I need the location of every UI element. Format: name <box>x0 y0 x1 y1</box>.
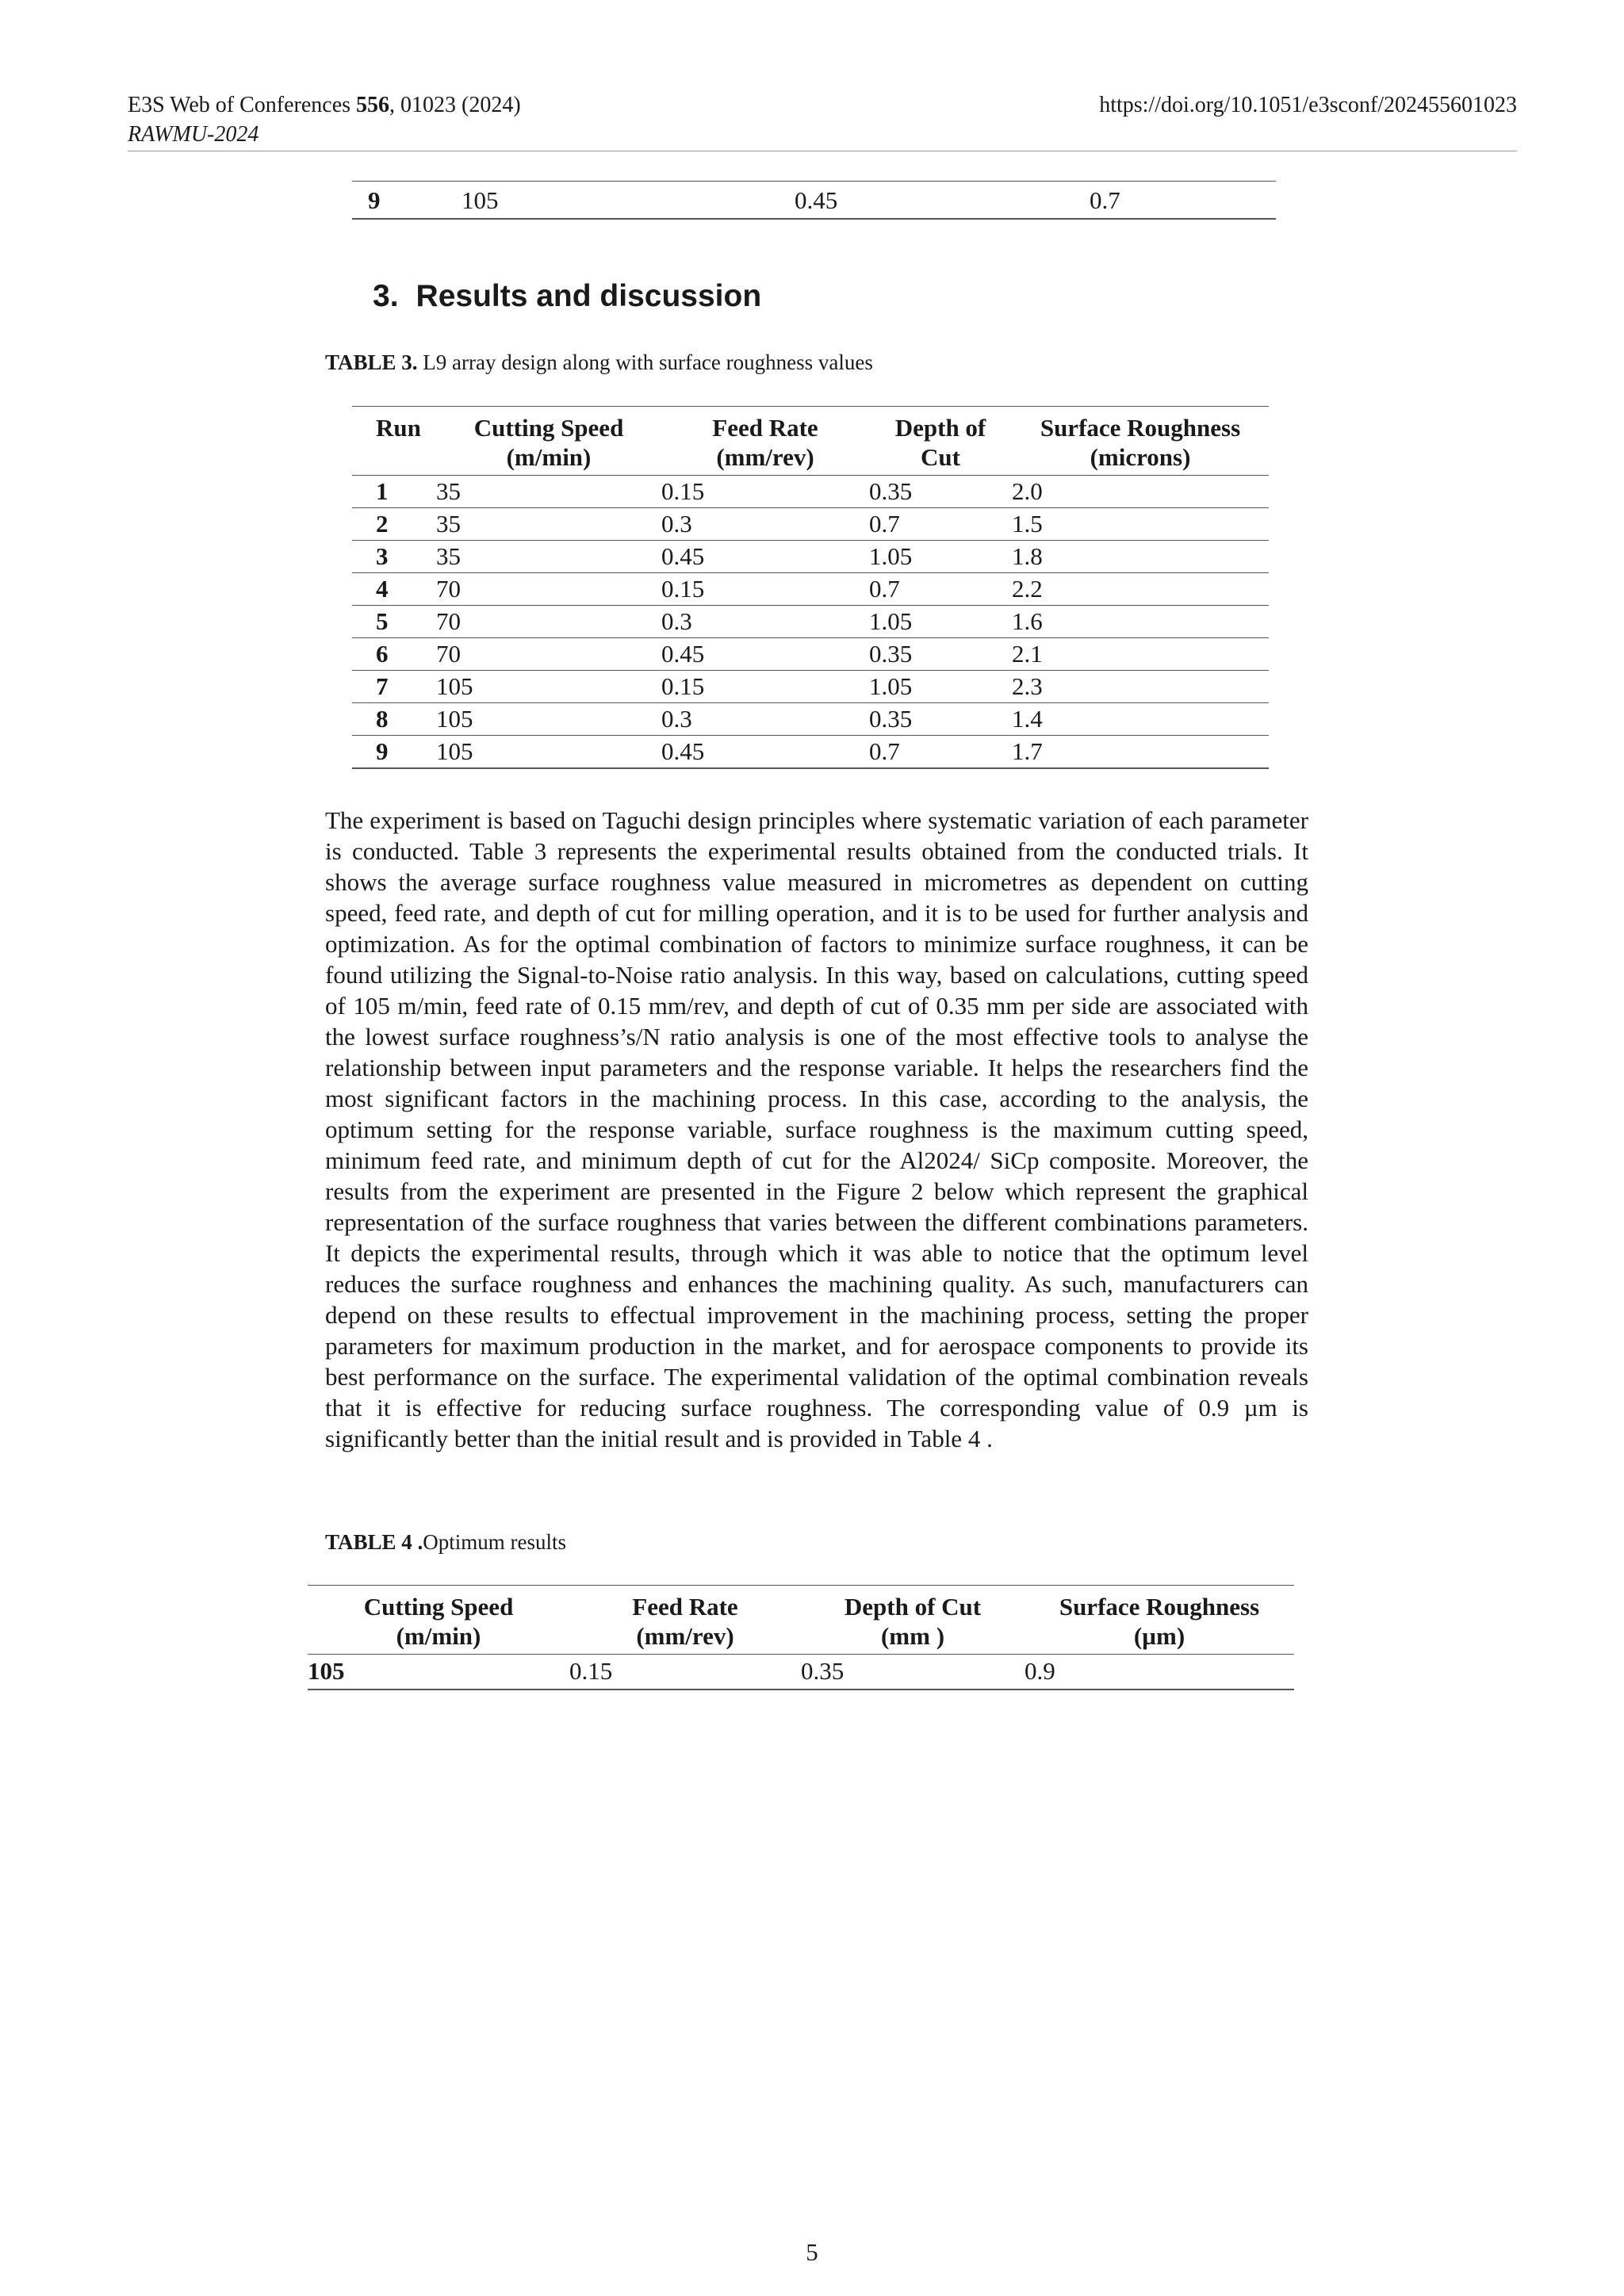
table4-header-row <box>308 1586 1294 1655</box>
table4-header-depth: Depth of Cut (mm ) <box>844 1593 982 1650</box>
table-row: 5 70 0.3 1.05 1.6 <box>352 606 1269 638</box>
cont-depth: 0.7 <box>1090 186 1120 214</box>
table3-header-depth: Depth of Cut <box>894 414 986 471</box>
table-row: 6 70 0.45 0.35 2.1 <box>352 638 1269 671</box>
table4 <box>308 1585 1294 1690</box>
cont-feed: 0.45 <box>795 186 838 214</box>
table-row: 105 0.15 0.35 0.9 <box>308 1655 1294 1689</box>
conference-name: RAWMU-2024 <box>128 122 259 147</box>
table3-header-roughness: Surface Roughness (microns) <box>1040 414 1241 471</box>
table4-caption <box>325 1530 566 1555</box>
table3-caption <box>325 350 873 375</box>
table-row: 8 105 0.3 0.35 1.4 <box>352 703 1269 736</box>
table-row: 2 35 0.3 0.7 1.5 <box>352 508 1269 541</box>
table-row: 1 35 0.15 0.35 2.0 <box>352 476 1269 508</box>
journal-citation: E3S Web of Conferences 556, 01023 (2024) <box>128 93 521 117</box>
section-heading <box>373 279 761 314</box>
cont-speed: 105 <box>462 186 499 214</box>
table3-header-run: Run <box>376 414 421 442</box>
table3-header-speed: Cutting Speed (m/min) <box>473 414 624 471</box>
table3 <box>352 406 1269 769</box>
running-header-left <box>128 90 521 149</box>
table-row: 4 70 0.15 0.7 2.2 <box>352 573 1269 606</box>
cont-run: 9 <box>368 186 381 214</box>
results-paragraph: The experiment is based on Taguchi design principles where systematic variation of each parameter is conducted. Table 3 represents the experimental results obtained from the conducted trials. It shows the average surface roughness value measured in micrometres as dependent on cutting speed, feed rate, and depth of cut for milling operation, and it is to be used for further analysis and optimization. As for the optimal combination of factors to minimize surface roughness, it can be found utilizing the Signal-to-Noise ratio analysis. In this way, based on calculations, cutting speed of 105 m/min, feed rate of 0.15 mm/rev, and depth of cut of 0.35 mm per side are associated with the lowest surface roughness’s/N ratio analysis is one of the most effective tools to analyse the relationship between input parameters and the response variable. It helps the researchers find the most significant factors in the machining process. In this case, according to the analysis, the optimum setting for the response variable, surface roughness is the maximum cutting speed, minimum feed rate, and minimum depth of cut for the Al2024/ SiCp composite. Moreover, the results from the experiment are presented in the Figure 2 below which represent the graphical representation of the surface roughness that varies between the different combinations parameters. It depicts the experimental results, through which it was able to notice that the optimum level reduces the surface roughness and enhances the machining quality. As such, manufacturers can depend on these results to effectual improvement in the machining process, setting the proper parameters for maximum production in the market, and for aerospace components to provide its best performance on the surface. The experimental validation of the optimal combination reveals that it is effective for reducing surface roughness. The corresponding value of 0.9 µm is significantly better than the initial result and is provided in Table 4 . <box>325 806 1308 1452</box>
table3-header-feed: Feed Rate (mm/rev) <box>712 414 818 471</box>
table3-caption-text: L9 array design along with surface roughness values <box>417 350 873 374</box>
table4-header-roughness: Surface Roughness (µm) <box>1059 1593 1260 1650</box>
section-number: 3. <box>373 279 399 313</box>
table4-header-feed: Feed Rate (mm/rev) <box>632 1593 738 1650</box>
section-title: Results and discussion <box>416 279 762 313</box>
table3-label: TABLE 3. <box>325 350 418 374</box>
volume-number: 556 <box>356 93 390 117</box>
table3-header-row <box>352 407 1269 476</box>
table4-caption-text: Optimum results <box>423 1530 567 1554</box>
table4-label: TABLE 4 . <box>325 1530 423 1554</box>
table-row: 7 105 0.15 1.05 2.3 <box>352 671 1269 703</box>
page-number: 5 <box>806 2238 818 2266</box>
table-row: 3 35 0.45 1.05 1.8 <box>352 541 1269 573</box>
doi-link[interactable]: https://doi.org/10.1051/e3sconf/202455601023 <box>1099 93 1517 117</box>
table4-header-speed: Cutting Speed (m/min) <box>363 1593 514 1650</box>
table-row: 9 105 0.45 0.7 1.7 <box>352 736 1269 769</box>
continued-table-row <box>352 181 1276 220</box>
